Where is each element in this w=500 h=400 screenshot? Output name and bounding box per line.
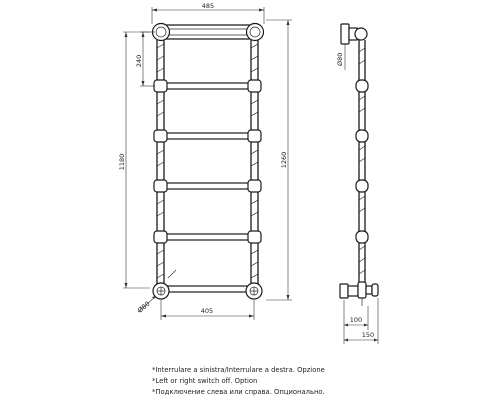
top-rail <box>153 24 264 41</box>
side-vertical-pipe <box>356 40 368 284</box>
note-russian: *Подключение слева или справа. Опционально. <box>152 388 325 396</box>
dim-rail-spacing <box>135 32 155 86</box>
dim-pipe-centers-label: 405 <box>200 307 214 315</box>
ref-leader <box>168 270 176 278</box>
note-italian: *Interrulare a sinistra/Interrulare a destra. Opzione <box>152 366 325 374</box>
side-bottom-valve <box>340 282 378 306</box>
rail-1 <box>154 80 261 92</box>
side-view <box>336 24 378 344</box>
side-collar-2 <box>356 130 368 142</box>
rail-5-bottom <box>166 286 250 292</box>
dim-height-inner-label: 1180 <box>118 153 126 171</box>
side-collar-1 <box>356 80 368 92</box>
dim-height-inner <box>118 32 150 288</box>
dim-overall-width <box>152 2 264 24</box>
dim-depth-inner <box>344 300 368 330</box>
dim-cap-diameter <box>336 44 345 70</box>
note-english: *Left or right switch off. Option <box>152 377 258 385</box>
notes <box>152 366 325 396</box>
right-foot-valve <box>246 283 262 299</box>
side-collar-3 <box>356 180 368 192</box>
side-collar-4 <box>356 231 368 243</box>
rail-3 <box>154 180 261 192</box>
dim-rail-spacing-label: 240 <box>135 54 143 68</box>
front-view <box>118 2 292 320</box>
side-top-cap <box>341 24 367 44</box>
dim-height-outer <box>266 20 292 300</box>
dim-pipe-centers <box>161 300 254 320</box>
left-vertical-pipe <box>157 40 164 288</box>
dim-overall-width-label: 485 <box>201 2 215 10</box>
dim-foot-diameter-label: Ø80 <box>136 299 152 315</box>
dim-foot-diameter <box>136 296 156 315</box>
right-vertical-pipe <box>251 40 258 288</box>
dim-depth-outer-label: 150 <box>361 331 375 339</box>
dim-height-outer-label: 1260 <box>280 151 288 169</box>
dim-depth-inner-label: 100 <box>349 316 363 324</box>
dim-cap-diameter-label: Ø80 <box>336 52 344 66</box>
rail-2 <box>154 130 261 142</box>
rail-4 <box>154 231 261 243</box>
horizontal-rails <box>154 80 261 292</box>
